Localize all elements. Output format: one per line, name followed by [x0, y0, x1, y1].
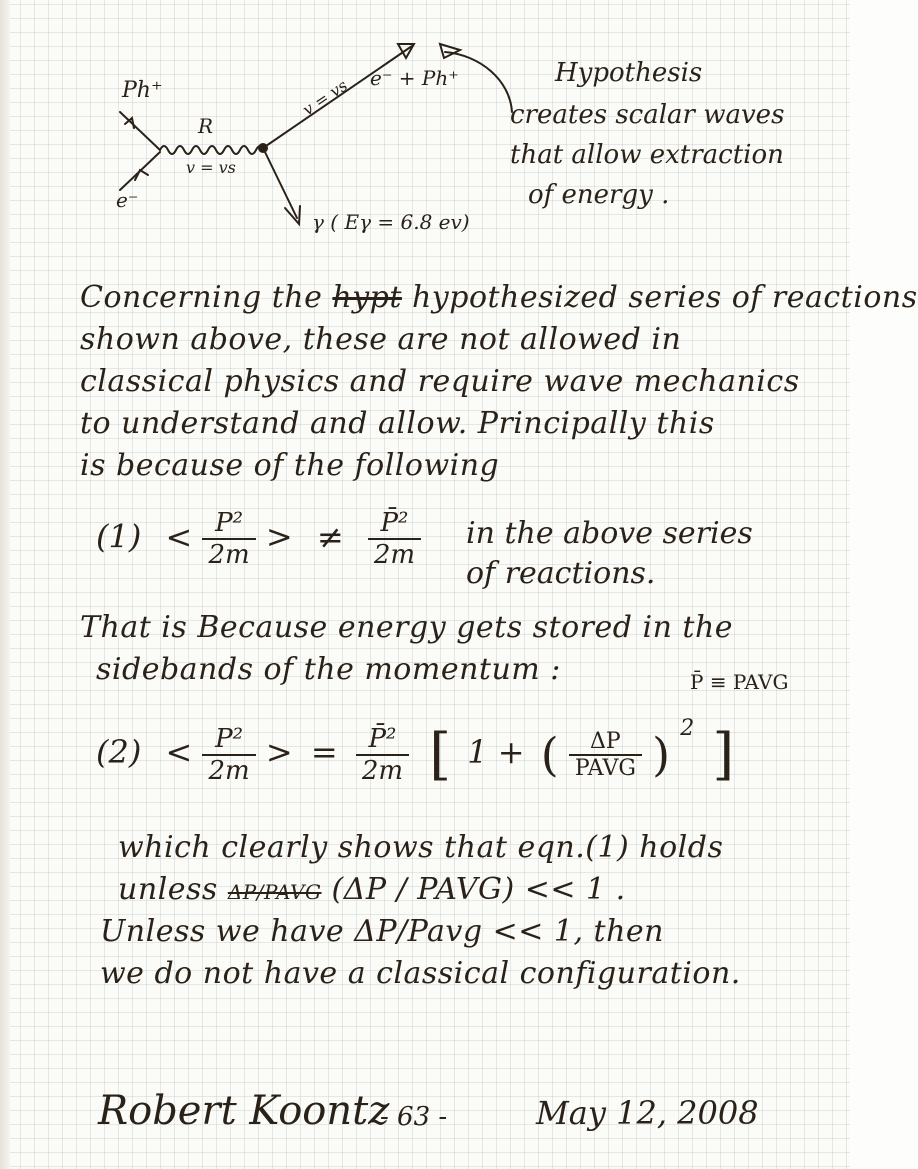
resonance-wiggle [160, 146, 264, 154]
signature: Robert Koontz [98, 1088, 390, 1134]
eq1-rhs-num: P̄² [368, 508, 421, 540]
eq2-bracket-open: [ [429, 722, 452, 787]
equation-2 [96, 716, 735, 787]
eq2-number: (2) [96, 733, 142, 771]
label-gamma: γ ( Eγ = 6.8 ev) [312, 210, 470, 234]
scalar-arrowhead [440, 44, 460, 58]
eq1-rhs-fraction [368, 508, 421, 570]
hypothesis-line3: that allow extraction [510, 140, 784, 170]
eq1-lhs-den: 2m [208, 540, 250, 570]
eq2-ratio-num: ΔP [569, 729, 642, 756]
eq2-rhs-den: 2m [361, 755, 404, 786]
date: May 12, 2008 [536, 1094, 759, 1132]
label-ph-in: Ph⁺ [122, 78, 163, 103]
conclusion-line3: Unless we have ΔP/Pavg << 1, then [100, 914, 664, 949]
label-e-in: e⁻ [116, 188, 139, 212]
paragraph-line1 [80, 280, 918, 315]
pavg-definition: P̄ ≡ PAVG [690, 670, 789, 694]
eq2-paren-close: ) [652, 727, 671, 782]
eq2-rhs-fraction [356, 724, 409, 786]
eq2-exponent: 2 [680, 716, 695, 741]
paragraph-line5: is because of the following [80, 448, 500, 483]
label-v-vs-top: v = vs [298, 75, 351, 120]
eq2-equals: = [310, 733, 338, 771]
conclusion-line2 [118, 872, 626, 907]
label-r: R [198, 114, 214, 138]
conclusion-line4: we do not have a classical configuration. [100, 956, 741, 991]
label-products: e⁻ + Ph⁺ [370, 66, 459, 90]
eq1-number: (1) [96, 517, 142, 556]
eq1-text1: in the above series [466, 516, 753, 551]
hypothesis-line4: of energy . [528, 180, 670, 210]
conclusion-line2-pre: unless [118, 872, 218, 907]
equation-1 [96, 508, 421, 570]
eq1-lhs-num: P² [202, 508, 255, 540]
conclusion-line2-post: (ΔP / PAVG) << 1 . [331, 872, 626, 907]
eq1-lhs-close: > [265, 517, 293, 556]
paragraph-line3: classical physics and require wave mechanics [80, 364, 800, 399]
eq1-relation: ≠ [316, 517, 344, 556]
middle-line1: That is Because energy gets stored in the [80, 610, 734, 645]
eq2-lhs-close: > [265, 733, 293, 771]
eq1-rhs-den: 2m [373, 540, 416, 570]
eq1-text2: of reactions. [466, 556, 656, 591]
paragraph-line1-post: hypothesized series of reactions [411, 280, 918, 315]
electron-in-arrow [135, 170, 148, 180]
eq2-rhs-num: P̄² [356, 724, 409, 756]
conclusion-line1: which clearly shows that eqn.(1) holds [118, 830, 724, 865]
gamma-line [264, 150, 297, 218]
eq1-lhs-fraction [202, 508, 255, 570]
eq2-ratio-den: PAVG [574, 755, 636, 781]
hypothesis-title: Hypothesis [555, 58, 703, 88]
eq2-ratio-fraction [569, 729, 642, 781]
paragraph-line2: shown above, these are not allowed in [80, 322, 682, 357]
hypothesis-line2: creates scalar waves [510, 100, 785, 130]
eq1-lhs-open: < [165, 517, 193, 556]
eq2-bracket-close: ] [712, 722, 735, 787]
eq2-paren-open: ( [540, 727, 559, 782]
photon-in-arrow [125, 118, 134, 128]
conclusion-line2-strike: ΔP/PAVG [227, 880, 322, 904]
paragraph-line4: to understand and allow. Principally this [80, 406, 715, 441]
eq2-lhs-open: < [165, 733, 193, 771]
paragraph-line1-pre: Concerning the [80, 280, 323, 315]
eq2-lhs-fraction [202, 724, 255, 786]
paragraph-line1-strike: hypt [332, 280, 402, 315]
page-number: - 63 - [380, 1102, 448, 1132]
middle-line2: sidebands of the momentum : [96, 652, 561, 687]
photon-in-line [120, 112, 160, 150]
label-v-vs-bottom: v = vs [186, 158, 236, 177]
eq2-lhs-den: 2m [208, 755, 250, 786]
eq2-lhs-num: P² [202, 724, 255, 756]
eq2-one-plus: 1 + [467, 733, 525, 771]
